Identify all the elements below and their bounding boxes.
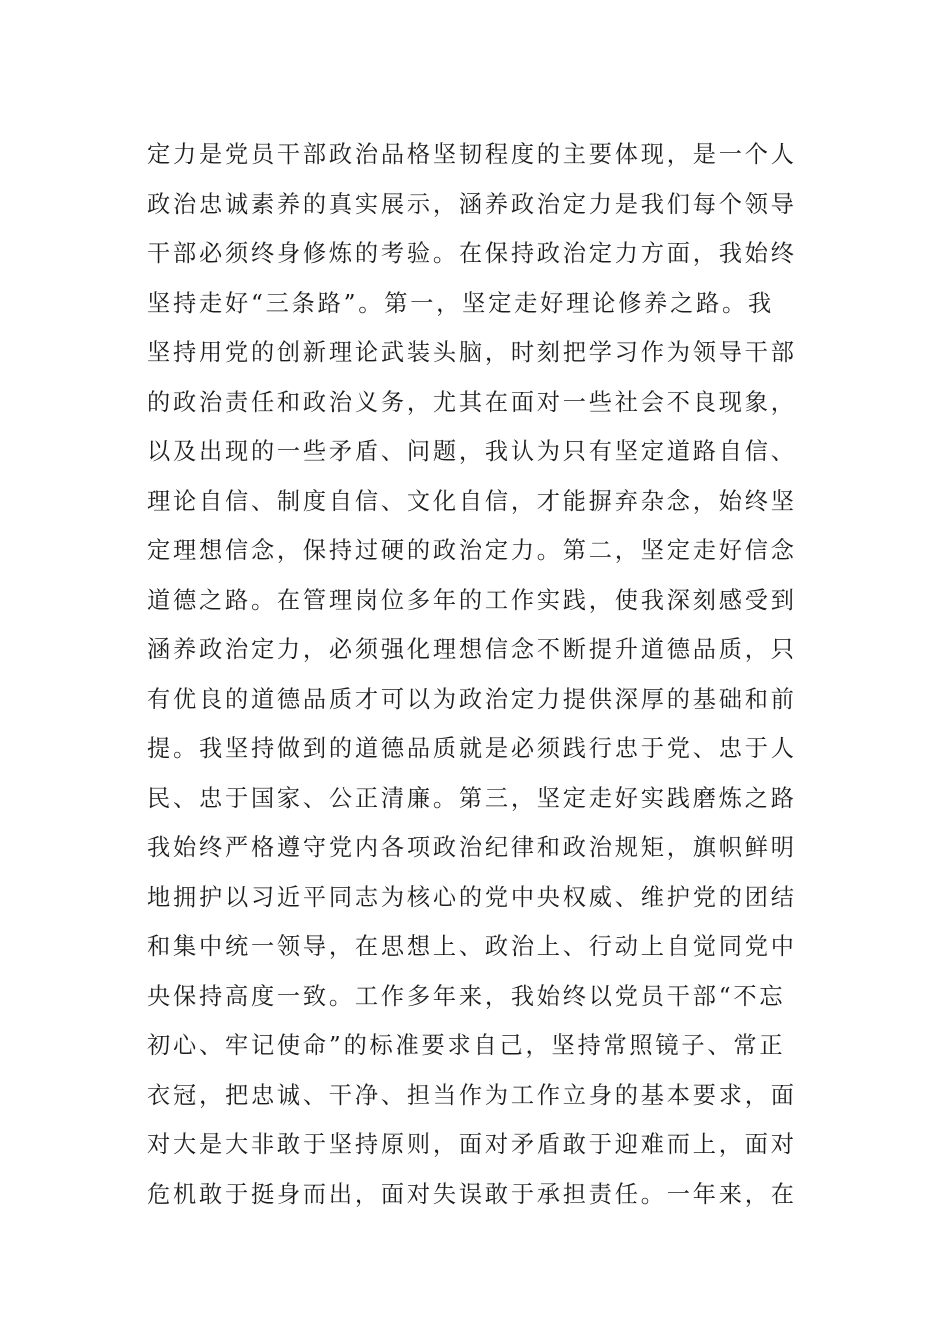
text-line: 央保持高度一致。工作多年来，我始终以党员干部“不忘 (147, 982, 786, 1010)
text-line: 以及出现的一些矛盾、问题，我认为只有坚定道路自信、 (147, 438, 797, 465)
text-line: 对大是大非敢于坚持原则，面对矛盾敢于迎难而上，面对 (147, 1131, 797, 1158)
text-line: 初心、牢记使命”的标准要求自己，坚持常照镜子、常正 (147, 1032, 786, 1059)
text-line: 危机敢于挺身而出，面对失误敢于承担责任。一年来，在 (147, 1180, 797, 1208)
text-line: 定理想信念，保持过硬的政治定力。第二，坚定走好信念 (147, 537, 797, 564)
text-line: 道德之路。在管理岗位多年的工作实践，使我深刻感受到 (147, 586, 797, 614)
text-line: 我始终严格遵守党内各项政治纪律和政治规矩，旗帜鲜明 (147, 834, 797, 861)
text-line: 理论自信、制度自信、文化自信，才能摒弃杂念，始终坚 (147, 487, 797, 515)
text-line: 坚持用党的创新理论武装头脑，时刻把学习作为领导干部 (147, 339, 797, 366)
text-line: 提。我坚持做到的道德品质就是必须践行忠于党、忠于人 (147, 735, 797, 762)
text-line: 和集中统一领导，在思想上、政治上、行动上自觉同党中 (147, 933, 797, 960)
text-line: 涵养政治定力，必须强化理想信念不断提升道德品质，只 (147, 636, 797, 663)
text-line: 衣冠，把忠诚、干净、担当作为工作立身的基本要求，面 (147, 1081, 797, 1109)
text-line: 民、忠于国家、公正清廉。第三，坚定走好实践磨炼之路 (147, 784, 797, 812)
body-paragraph (147, 130, 807, 1219)
text-line: 有优良的道德品质才可以为政治定力提供深厚的基础和前 (147, 685, 797, 713)
text-line: 坚持走好“三条路”。第一，坚定走好理论修养之路。我 (147, 289, 775, 317)
text-line: 政治忠诚素养的真实展示，涵养政治定力是我们每个领导 (147, 190, 797, 218)
text-line: 的政治责任和政治义务，尤其在面对一些社会不良现象， (147, 388, 797, 416)
text-line: 地拥护以习近平同志为核心的党中央权威、维护党的团结 (147, 883, 797, 911)
text-line: 干部必须终身修炼的考验。在保持政治定力方面，我始终 (147, 240, 797, 267)
text-line: 定力是党员干部政治品格坚韧程度的主要体现，是一个人 (147, 141, 797, 168)
